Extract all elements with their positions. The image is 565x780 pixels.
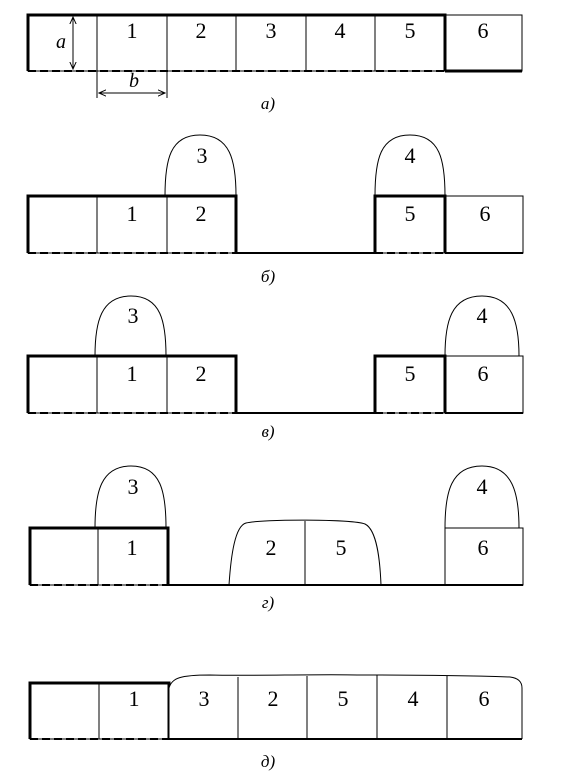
label-d-1: 1 <box>128 686 140 712</box>
label-g-1: 1 <box>126 535 138 561</box>
label-d-5: 5 <box>337 686 349 712</box>
cell-d-empty <box>30 683 99 739</box>
cell-g-empty <box>30 528 98 585</box>
dimension-b-label: b <box>129 70 139 92</box>
label-v-6: 6 <box>477 361 489 387</box>
caption-b: б) <box>260 267 276 286</box>
label-a-3: 3 <box>265 18 277 44</box>
label-v-1: 1 <box>126 361 138 387</box>
panel-b <box>28 135 523 286</box>
label-g-2: 2 <box>265 535 277 561</box>
label-d-3: 3 <box>198 686 210 712</box>
label-b-4: 4 <box>404 143 416 169</box>
label-v-3: 3 <box>127 303 139 329</box>
panel-d <box>30 675 522 771</box>
label-v-4: 4 <box>476 303 488 329</box>
label-d-2: 2 <box>267 686 279 712</box>
label-b-5: 5 <box>404 201 416 227</box>
label-a-2: 2 <box>195 18 207 44</box>
label-d-6: 6 <box>478 686 490 712</box>
cell-v-empty <box>28 356 97 413</box>
label-g-5: 5 <box>335 535 347 561</box>
caption-g: г) <box>261 593 275 612</box>
panel-a <box>28 15 522 113</box>
cell-b-empty <box>28 196 97 253</box>
label-a-1: 1 <box>126 18 138 44</box>
caption-d: д) <box>260 752 276 771</box>
label-a-4: 4 <box>334 18 346 44</box>
dimension-a-label: a <box>56 31 66 53</box>
label-v-5: 5 <box>404 361 416 387</box>
label-b-2: 2 <box>195 201 207 227</box>
label-g-4: 4 <box>476 474 488 500</box>
label-b-3: 3 <box>196 143 208 169</box>
panel-g <box>30 466 523 612</box>
caption-a: а) <box>260 94 276 113</box>
label-a-6: 6 <box>477 18 489 44</box>
label-d-4: 4 <box>407 686 419 712</box>
label-b-1: 1 <box>126 201 138 227</box>
label-b-6: 6 <box>479 201 491 227</box>
panel-v <box>28 296 523 441</box>
label-g-1-6: 6 <box>477 535 489 561</box>
caption-v: в) <box>261 422 275 441</box>
label-a-5: 5 <box>404 18 416 44</box>
label-v-2: 2 <box>195 361 207 387</box>
label-g-3: 3 <box>127 474 139 500</box>
